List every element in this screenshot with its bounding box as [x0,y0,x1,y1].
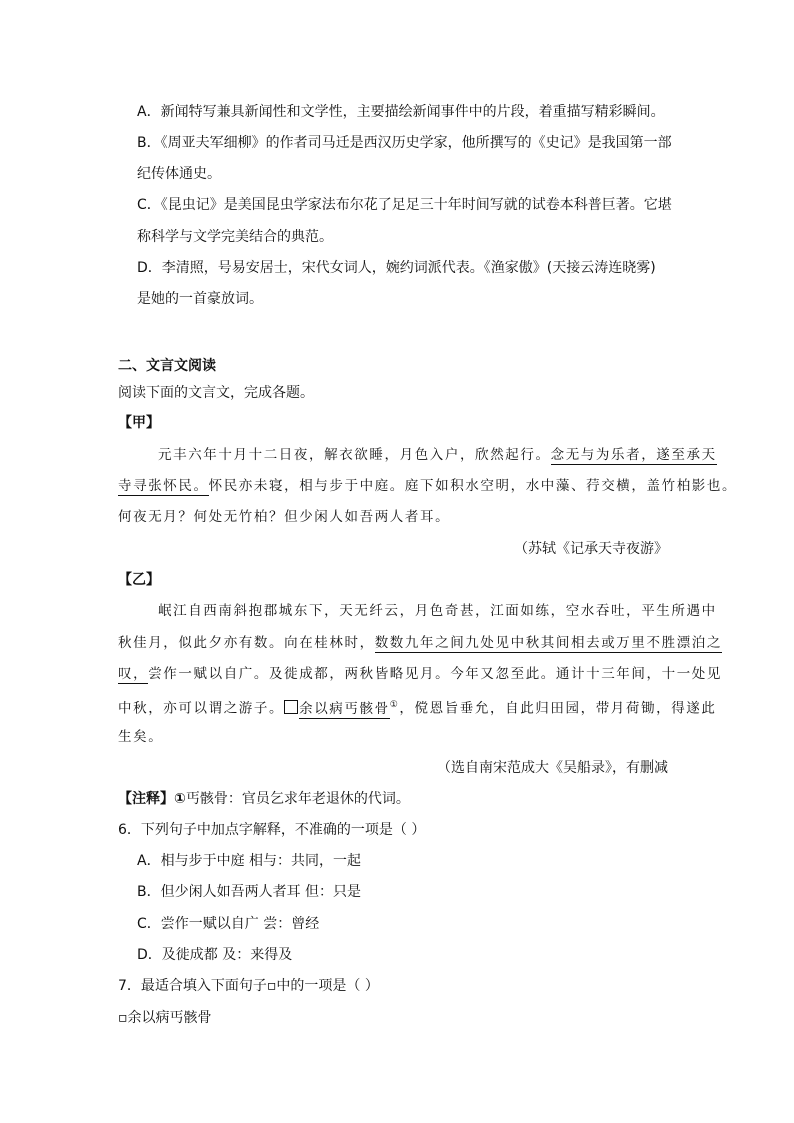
yi-underlined-phrase: 余以病丐骸骨 [299,700,390,717]
passage-yi-label: 【乙】 [118,572,160,588]
passage-yi-line2 [118,633,722,653]
passage-jia-source: （苏轼《记承天寺夜游》 [514,541,668,557]
yi-text: 中秋，亦可以谓之游子。 [118,700,285,717]
option-d-line1: D．李清照，号易安居士，宋代女词人，婉约词派代表。《渔家傲》(天接云涛连晓雾) [137,260,656,276]
section-title: 二、文言文阅读 [118,358,216,374]
option-c-line1: C．《昆虫记》是美国昆虫学家法布尔花了足足三十年时间写就的试卷本科普巨著。它堪 [137,197,672,213]
question-6-option-b: B．但少闲人如吾两人者耳 但：只是 [137,884,362,900]
question-6-option-d: D．及徙成都 及：来得及 [137,947,293,963]
passage-yi-line1: 岷江自西南斜抱郡城东下，天无纤云，月色奇甚，江面如练，空水吞吐，平生所遇中 [158,603,717,619]
passage-yi-line5: 生矣。 [118,729,164,745]
question-7-sentence: ▫余以病丐骸骨 [118,1010,212,1026]
option-c-line2: 称科学与文学完美结合的典范。 [137,229,333,245]
yi-text: 尝作一赋以自广。及徙成都，两秋皆略见月。今年又忽至此。通计十三年间，十一处见 [148,666,723,682]
yi-underlined-sentence: 数数九年之间九处见中秋其间相去或万里不胜漂泊之 [374,635,723,651]
question-6-option-c: C．尝作一赋以自广 尝：曾经 [137,916,320,932]
option-d-line2: 是她的一首豪放词。 [137,291,263,307]
question-7-stem: 7．最适合填入下面句子▫中的一项是（ ） [118,978,379,994]
annotation [118,789,410,809]
passage-yi-line4 [118,695,717,719]
yi-underlined-sentence-end: 叹， [118,666,149,682]
option-b-line1: B．《周亚夫军细柳》的作者司马迁是西汉历史学家，他所撰写的《史记》是我国第一部 [137,135,672,151]
jia-text: 怀民亦未寝，相与步于中庭。庭下如积水空明，水中藻、荇交横，盖竹柏影也。 [208,478,738,494]
blank-box [284,700,298,714]
section-intro: 阅读下面的文言文，完成各题。 [118,385,314,401]
passage-jia-line1 [158,445,717,465]
passage-yi-line3 [118,664,722,684]
annotation-label: 【注释】 [118,791,174,807]
annotation-number: ① [174,791,186,807]
jia-text: 元丰六年十月十二日夜，解衣欲睡，月色入户，欣然起行。 [158,447,551,463]
option-a: A．新闻特写兼具新闻性和文学性，主要描绘新闻事件中的片段，着重描写精彩瞬间。 [137,104,665,120]
jia-underlined-sentence: 念无与为乐者，遂至承天 [550,447,717,463]
passage-yi-source: （选自南宋范成大《吴船录》，有删减 [437,760,668,776]
jia-underlined-sentence-end: 寺寻张怀民。 [118,478,209,494]
passage-jia-line3: 何夜无月？何处无竹柏？但少闲人如吾两人者耳。 [118,509,451,525]
annotation-text: 丐骸骨：官员乞求年老退休的代词。 [185,791,410,807]
yi-text: 秋佳月，似此夕亦有数。向在桂林时， [118,635,375,651]
question-6-stem: 6．下列句子中加点字解释，不准确的一项是（ ） [118,822,426,838]
question-6-option-a: A．相与步于中庭 相与：共同，一起 [137,853,362,869]
footnote-marker: ① [389,700,400,710]
passage-jia-line2 [118,476,737,496]
option-b-line2: 纪传体通史。 [137,166,221,182]
passage-jia-label: 【甲】 [118,415,160,431]
yi-text: ，傥恩旨垂允，自此归田园，带月荷锄，得遂此 [399,700,717,717]
